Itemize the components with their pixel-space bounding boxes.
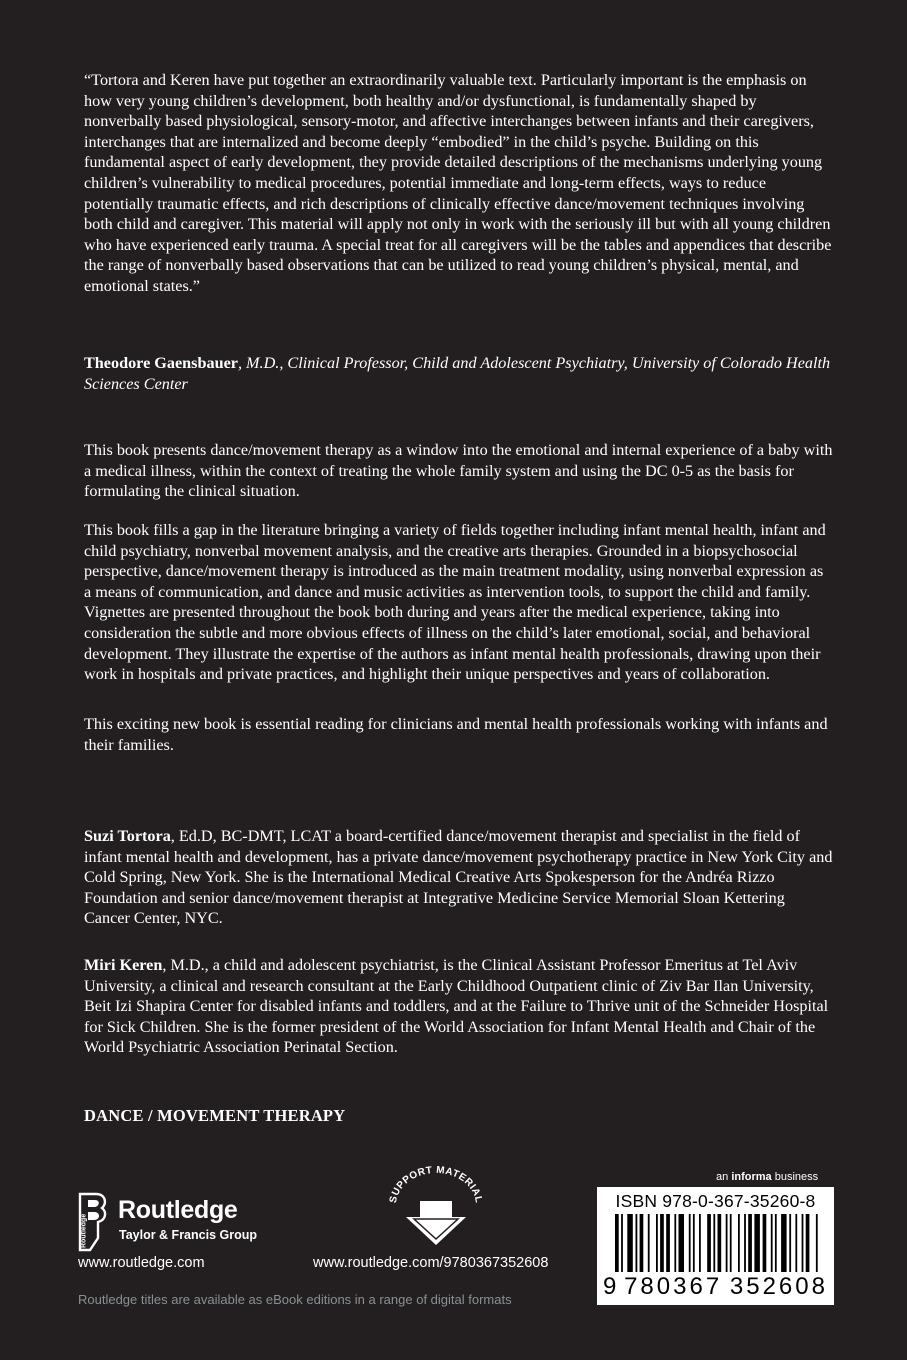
- publisher-logo: [76, 1192, 276, 1252]
- barcode-bar: [674, 1214, 676, 1272]
- barcode-bar: [744, 1214, 746, 1272]
- barcode-bar: [707, 1214, 711, 1272]
- barcode-bar: [781, 1214, 787, 1272]
- barcode-bar: [806, 1214, 810, 1272]
- barcode-bar: [693, 1214, 695, 1272]
- informa-brand: informa: [731, 1171, 772, 1183]
- barcode-digit-right: 352608: [729, 1273, 828, 1300]
- isbn-label: ISBN 978-0-367-35260-8: [615, 1191, 816, 1211]
- routledge-emblem-icon: [76, 1192, 110, 1252]
- barcode-bar: [713, 1214, 715, 1272]
- barcode-bar: [627, 1214, 633, 1272]
- barcode-bar: [636, 1214, 638, 1272]
- barcode-bar: [718, 1214, 722, 1272]
- endorsement-quote: “Tortora and Keren have put together an extraordinarily valuable text. Particularly important is the emphasis on how very young children’s development, both healthy and/or dysfunctional, is fundamentally shaped by nonverbally based physiological, sensory-motor, and affective interchanges between infants and their caregivers, interchanges that are internalized and become deeply “embodied” in the child’s psyche. Building on this fundamental aspect of early development, they provide detailed descriptions of the mechanisms underlying young children’s vulnerability to medical procedures, potential immediate and long-term effects, ways to reduce potentially traumatic effects, and rich descriptions of clinically effective dance/movement techniques involving both child and caregiver. This material will apply not only in work with the seriously ill but with all young children who have experienced early trauma. A special treat for all caregivers will be the tables and appendices that describe the range of nonverbally based observations that can be utilized to read young children’s physical, mental, and emotional states.”: [84, 71, 832, 295]
- barcode-bar: [621, 1214, 623, 1272]
- barcode-bar: [699, 1214, 701, 1272]
- publisher-url[interactable]: www.routledge.com: [78, 1255, 205, 1271]
- author-name: Suzi Tortora: [84, 827, 171, 845]
- barcode-bars: [607, 1214, 824, 1274]
- svg-text:SUPPORT MATERIAL: [388, 1165, 484, 1204]
- barcode-bar: [754, 1214, 760, 1272]
- support-badge-text: SUPPORT MATERIAL: [387, 1164, 485, 1205]
- barcode-bar: [748, 1214, 752, 1272]
- barcode-bar: [648, 1214, 650, 1272]
- informa-tagline: an informa business: [716, 1171, 819, 1183]
- support-material-icon: [384, 1161, 488, 1247]
- barcode-digits: [597, 1273, 834, 1301]
- barcode-bar: [771, 1214, 773, 1272]
- barcode-digit-left: 780367: [624, 1273, 723, 1300]
- isbn-barcode: [597, 1187, 834, 1305]
- barcode-bar: [730, 1214, 732, 1272]
- barcode-bar: [660, 1214, 664, 1272]
- logo-vertical-text: Routledge: [80, 1213, 88, 1248]
- description-paragraph-2: This book fills a gap in the literature bringing a variety of fields together including infant mental health, infant and child psychiatry, nonverbal movement analysis, and the creative arts therapies. Grounded in a biopsychosocial perspective, dance/movement therapy is introduced as the main treatment modality, using nonverbal expression as a means of communication, and dance and music activities as intervention tools, to support the child and family. Vignettes are presented throughout the book both during and years after the medical experience, taking into consideration the subtle and more obvious effects of illness on the child’s later emotional, social, and behavioral development. They illustrate the expertise of the authors as infant mental health professionals, drawing upon their work in hospitals and private practices, and highlight their unique perspectives and years of collaboration.: [84, 521, 826, 684]
- barcode-digit-lead: 9: [603, 1273, 617, 1300]
- author-bio-text: , Ed.D, BC-DMT, LCAT a board-certified dance/movement therapist and specialist in the field of infant mental health and development, has a private dance/movement psychotherapy practice in New York City and Cold Spring, New York. She is the International Medical Creative Arts Spokesperson for the Andréa Rizzo Foundation and senior dance/movement therapist at Integrative Medicine Service Memorial Sloan Kettering Cancer Center, NYC.: [84, 827, 833, 928]
- barcode-bar: [802, 1214, 804, 1272]
- endorser-credentials: , M.D., Clinical Professor, Child and Adolescent Psychiatry, University of Colorado Health Sciences Center: [84, 354, 831, 393]
- author-bio-keren: [84, 955, 834, 1058]
- description-paragraph-3: This exciting new book is essential reading for clinicians and mental health professionals working with infants and their families.: [84, 715, 828, 754]
- author-bio-tortora: [84, 826, 834, 929]
- barcode-bar: [615, 1214, 619, 1272]
- endorsement-attribution: [84, 353, 834, 394]
- endorser-name: Theodore Gaensbauer: [84, 354, 238, 372]
- barcode-bar: [656, 1214, 658, 1272]
- description-paragraph-1: This book presents dance/movement therapy as a window into the emotional and internal experience of a baby with a medical illness, within the context of treating the whole family system and using the DC 0-5 as the basis for formulating the clinical situation.: [84, 441, 833, 501]
- barcode-bar: [775, 1214, 777, 1272]
- author-bio-text: , M.D., a child and adolescent psychiatrist, is the Clinical Assistant Professor Emeritus at Tel Aviv University, a clinical and research consultant at the Early Childhood Outpatient clinic of Ziv Bar Ilan University, Beit Izi Shapira Center for disabled infants and toddlers, and at the Failure to Thrive unit of the Schneider Hospital for Sick Children. She is the former president of the World Association for Infant Mental Health and Chair of the World Psychiatric Association Perinatal Section.: [84, 956, 829, 1057]
- barcode-bar: [738, 1214, 740, 1272]
- barcode-bar: [689, 1214, 691, 1272]
- author-name: Miri Keren: [84, 956, 163, 974]
- barcode-bar: [666, 1214, 670, 1272]
- barcode-bar: [816, 1214, 818, 1272]
- barcode-bar: [795, 1214, 797, 1272]
- publisher-name: Routledge: [118, 1196, 238, 1224]
- barcode-bar: [679, 1214, 685, 1272]
- ebook-note: Routledge titles are available as eBook editions in a range of digital formats: [78, 1292, 512, 1307]
- barcode-bar: [726, 1214, 728, 1272]
- publisher-group: Taylor & Francis Group: [119, 1228, 257, 1242]
- barcode-bar: [640, 1214, 644, 1272]
- support-material-url[interactable]: www.routledge.com/9780367352608: [313, 1255, 549, 1271]
- barcode-bar: [789, 1214, 791, 1272]
- subject-category: DANCE / MOVEMENT THERAPY: [84, 1106, 346, 1125]
- barcode-bar: [763, 1214, 767, 1272]
